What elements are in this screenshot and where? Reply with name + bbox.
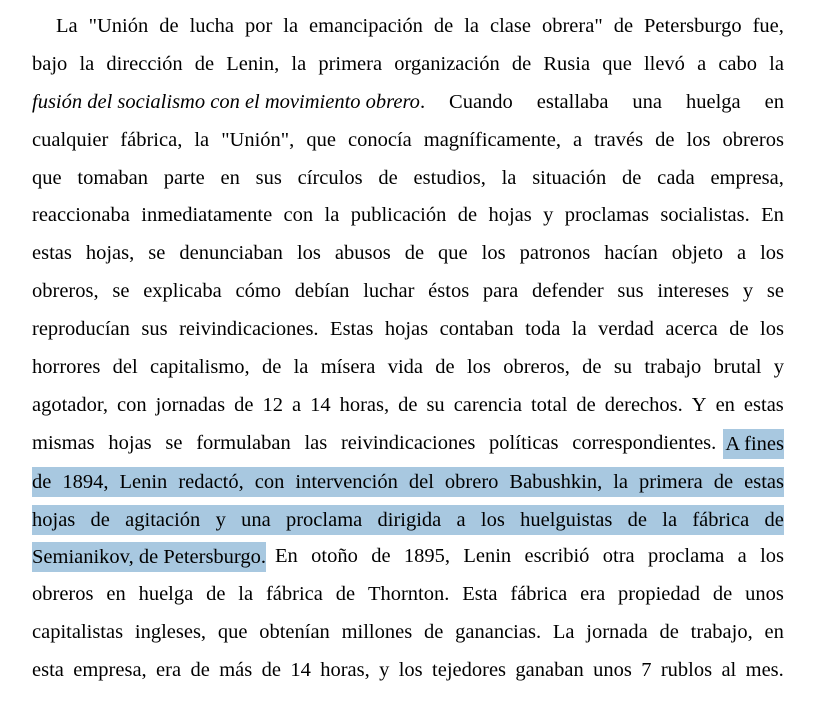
text-line [32, 235, 784, 273]
word: de [194, 52, 215, 75]
word: de [621, 166, 642, 189]
word: reproducían [32, 318, 130, 341]
word: socialistas. [660, 204, 750, 227]
word: de [159, 15, 179, 37]
word: la [291, 52, 307, 75]
word: de [261, 659, 281, 682]
word: objeto [671, 242, 723, 265]
word: agitación [125, 508, 201, 531]
word: a [456, 508, 466, 531]
text-line [32, 538, 784, 576]
word: de [457, 204, 478, 227]
word: obtenían [259, 621, 330, 644]
text-segment [32, 425, 716, 463]
word: emancipación [309, 15, 423, 37]
word: a [737, 545, 747, 568]
word: los [760, 545, 784, 568]
word: la [283, 15, 299, 37]
word: era [580, 583, 606, 606]
word: 12 [262, 393, 283, 416]
word: de [423, 621, 444, 644]
word: los [481, 242, 506, 265]
text-line [32, 425, 784, 463]
word: por [244, 15, 273, 37]
word: la [238, 583, 254, 606]
word: llevó [643, 52, 685, 75]
word: que [438, 242, 468, 265]
word: huelga [685, 90, 741, 113]
word: se [148, 242, 166, 265]
text-line [32, 8, 784, 46]
word: políticas [489, 431, 559, 454]
word: los [296, 242, 321, 265]
text-line [32, 387, 784, 425]
word: los [760, 318, 784, 341]
word: obrero [444, 470, 499, 493]
word: de [627, 508, 647, 531]
word: de [261, 356, 282, 379]
word: la [194, 128, 210, 151]
word: formulaban [196, 431, 291, 454]
word: tejedores [432, 659, 507, 682]
word: en [715, 393, 735, 416]
word: horrores [32, 356, 101, 379]
word: ganaban [515, 659, 584, 682]
word: de [433, 15, 454, 37]
word: En [275, 545, 298, 568]
word: cualquier [32, 128, 109, 151]
word: con [117, 393, 147, 416]
word: cada [657, 166, 695, 189]
word: dirección [106, 52, 183, 75]
word: . [419, 90, 426, 113]
word: hojas [488, 204, 532, 227]
word: fue, [752, 15, 784, 37]
word: fábrica [265, 583, 323, 606]
word: la [464, 15, 480, 37]
word: éstos [428, 280, 470, 303]
word: cabo [718, 52, 758, 75]
word: sus [141, 318, 168, 341]
word: era [156, 659, 182, 682]
text-segment [420, 84, 784, 122]
word: toda [525, 318, 561, 341]
word: la [769, 52, 784, 75]
word: patronos [519, 242, 591, 265]
word: rublos [660, 659, 713, 682]
text-line [32, 273, 784, 311]
text-line [32, 614, 784, 652]
word: y [215, 508, 226, 531]
word: conocía [347, 128, 412, 151]
text-line [32, 652, 784, 690]
word: y [379, 659, 390, 682]
word: mes. [745, 659, 784, 682]
word: 1895, [403, 545, 451, 568]
text-line [32, 463, 784, 501]
word: para [482, 280, 519, 303]
word: estas [743, 393, 784, 416]
word: 1894, [62, 470, 109, 493]
word: 14 [310, 393, 331, 416]
word: fábrica [692, 508, 750, 531]
word: a [736, 242, 747, 265]
word: Thornton. [367, 583, 450, 606]
word: En [761, 204, 784, 227]
italic-phrase: fusión del socialismo con el movimiento obrero [32, 90, 420, 113]
selected-text-line[interactable] [32, 505, 784, 535]
word: de [398, 393, 418, 416]
word: una [241, 508, 271, 531]
word: hacían [604, 242, 658, 265]
word: unos [593, 659, 632, 682]
word: de [613, 15, 634, 37]
word: carencia [453, 393, 522, 416]
word: La [56, 15, 78, 37]
word: verdad [598, 318, 654, 341]
word: que [217, 621, 248, 644]
word: en [764, 90, 784, 113]
word: escribió [524, 545, 590, 568]
word: tomaban [77, 166, 148, 189]
word: acerca [665, 318, 718, 341]
word: dirigida [377, 508, 442, 531]
word: los [760, 242, 784, 265]
word: los [398, 659, 423, 682]
word: y [742, 280, 754, 303]
word: de [371, 545, 391, 568]
word: empresa, [710, 166, 784, 189]
word: ingleses, [134, 621, 207, 644]
word: que [32, 166, 62, 189]
word: de [655, 128, 675, 151]
word: de [511, 52, 532, 75]
word: abusos [334, 242, 391, 265]
word: la [324, 204, 340, 227]
word: agotador, [32, 393, 109, 416]
word: de [713, 470, 734, 493]
word: Petersburgo [644, 15, 742, 37]
text-line [32, 501, 784, 539]
text-line [32, 122, 784, 160]
word: total [530, 393, 568, 416]
word: su [613, 356, 633, 379]
selected-text[interactable]: Semianikov, de Petersburgo. [32, 542, 266, 572]
word: proclama [285, 508, 363, 531]
word: de [764, 508, 784, 531]
word: clase [490, 15, 531, 37]
word: de [190, 659, 210, 682]
word: fábrica, [120, 128, 183, 151]
word: intereses [657, 280, 730, 303]
word: Y [691, 393, 707, 416]
word: la [79, 52, 95, 75]
word: unos [745, 583, 784, 606]
word: se [766, 280, 784, 303]
word: de [335, 583, 356, 606]
word: huelguistas [520, 508, 613, 531]
text-line [32, 311, 784, 349]
word: de [582, 356, 602, 379]
word: la [571, 318, 587, 341]
word: círculos [297, 166, 363, 189]
word: hojas [384, 318, 429, 341]
document-page [32, 8, 784, 690]
word: La [552, 621, 575, 644]
word: los [480, 508, 505, 531]
word: esta [32, 659, 64, 682]
word: sus [617, 280, 644, 303]
word: horas, [320, 659, 370, 682]
word: de [378, 166, 398, 189]
word: contaban [439, 318, 514, 341]
word: la [501, 166, 517, 189]
word: defender [531, 280, 604, 303]
word: de [576, 393, 596, 416]
word: intervención [295, 470, 398, 493]
text-line [32, 84, 784, 122]
word: Cuando [449, 90, 513, 113]
word: los [466, 356, 491, 379]
word: una [632, 90, 663, 113]
word: bajo [32, 52, 68, 75]
word: situación [532, 166, 607, 189]
word: ganancias. [455, 621, 542, 644]
word: 7 [641, 659, 652, 682]
word: estas [744, 470, 784, 493]
word: explicaba [143, 280, 222, 303]
word: en [106, 583, 126, 606]
word: en [220, 166, 240, 189]
word: trabajo [644, 356, 702, 379]
word: obrera" [541, 15, 603, 37]
selected-text[interactable]: A fines [723, 429, 784, 459]
word: parte [163, 166, 205, 189]
word: la [662, 508, 678, 531]
word: Lenin [463, 545, 512, 568]
selected-text-line[interactable] [32, 467, 784, 497]
word: millones [341, 621, 413, 644]
word: obreros, [503, 356, 570, 379]
word: correspondientes. [572, 431, 717, 454]
word: luchar [363, 280, 415, 303]
word: hojas [108, 431, 152, 454]
text-line [32, 197, 784, 235]
word: debían [294, 280, 350, 303]
word: obreros, [32, 280, 99, 303]
word: de [206, 583, 226, 606]
word: redactó, [178, 470, 244, 493]
word: hojas, [85, 242, 135, 265]
word: Esta [462, 583, 498, 606]
text-line [32, 46, 784, 84]
word: de [32, 470, 52, 493]
text-line [32, 576, 784, 614]
word: primera [318, 52, 383, 75]
word: jornadas [155, 393, 226, 416]
word: la [293, 356, 309, 379]
word: lucha [189, 15, 234, 37]
text-line [32, 160, 784, 198]
word: las [304, 431, 328, 454]
word: su [426, 393, 445, 416]
word: través [594, 128, 644, 151]
text-segment [275, 538, 784, 576]
word: otoño [311, 545, 358, 568]
word: reivindicaciones [340, 431, 476, 454]
word: Estas [330, 318, 374, 341]
word: primera [639, 470, 703, 493]
word: jornada [586, 621, 648, 644]
word: Lenin, [226, 52, 280, 75]
word: la [613, 470, 629, 493]
word: obreros [722, 128, 784, 151]
word: de [404, 242, 425, 265]
word: reivindicaciones. [179, 318, 319, 341]
word: vida [387, 356, 423, 379]
word: capitalismo, [149, 356, 250, 379]
word: se [112, 280, 130, 303]
word: 14 [290, 659, 311, 682]
word: de [90, 508, 110, 531]
word: reaccionaba [32, 204, 130, 227]
word: trabajo, [690, 621, 753, 644]
word: de [234, 393, 254, 416]
word: obreros [32, 583, 94, 606]
word: derechos. [604, 393, 683, 416]
word: denunciaban [179, 242, 283, 265]
word: fábrica [510, 583, 568, 606]
word: Lenin [119, 470, 168, 493]
word: "Unión", [221, 128, 295, 151]
word: huelga [138, 583, 194, 606]
word: horas, [339, 393, 390, 416]
word: publicación [350, 204, 447, 227]
word: magníficamente, [423, 128, 561, 151]
word: estallaba [536, 90, 609, 113]
word: otra [602, 545, 635, 568]
word: proclama [648, 545, 725, 568]
word: al [721, 659, 737, 682]
word: los [686, 128, 711, 151]
word: estas [32, 242, 72, 265]
word: a [291, 393, 302, 416]
word: del [408, 470, 434, 493]
word: que [602, 52, 632, 75]
word: empresa, [73, 659, 147, 682]
word: mísera [320, 356, 376, 379]
word: de [435, 356, 455, 379]
word: de [659, 621, 679, 644]
word: inmediatamente [141, 204, 273, 227]
text-line [32, 349, 784, 387]
word: mismas [32, 431, 95, 454]
word: brutal [713, 356, 762, 379]
word: propiedad [618, 583, 701, 606]
word: en [764, 621, 784, 644]
word: y [543, 204, 554, 227]
word: y [773, 356, 784, 379]
word: estudios, [413, 166, 486, 189]
word: Rusia [543, 52, 591, 75]
word: a [697, 52, 707, 75]
word: del [112, 356, 138, 379]
word: organización [394, 52, 500, 75]
word: se [165, 431, 183, 454]
paragraph[interactable] [32, 8, 784, 690]
word: proclamas [564, 204, 649, 227]
word: de [712, 583, 733, 606]
word: con [254, 470, 285, 493]
word: con [283, 204, 314, 227]
word: capitalistas [32, 621, 124, 644]
word: Babushkin, [509, 470, 603, 493]
word: sus [255, 166, 282, 189]
word: a [572, 128, 583, 151]
word: que [306, 128, 336, 151]
word: cómo [235, 280, 282, 303]
word: más [219, 659, 253, 682]
word: "Unión [88, 15, 149, 37]
word: hojas [32, 508, 76, 531]
word: de [729, 318, 749, 341]
